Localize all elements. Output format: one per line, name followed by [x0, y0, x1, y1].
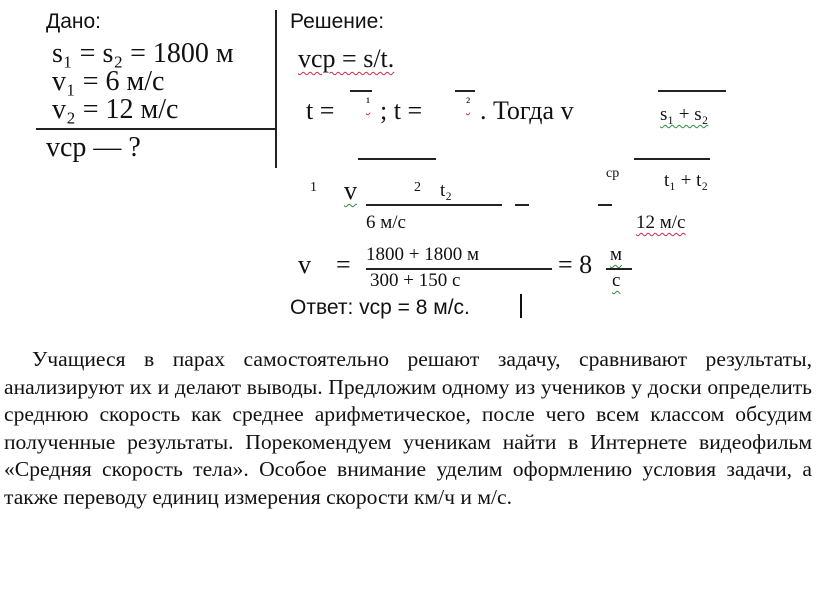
row3-dash-1: [515, 204, 529, 206]
calc-denominator: 300 + 150 с: [370, 270, 461, 291]
row3-index-1: 1: [310, 180, 317, 195]
body-paragraph: Учащиеся в парах самостоятельно решают задачу, сравнивают результаты, анализируют их и делают выводы. Предложим одному из учеников у доски определить среднюю скорость как среднее арифметическое, после чего всем классом обсудим полученные результаты. Порекомендуем ученикам найти в Интернете видеофильм «Средняя скорость тела». Особое внимание уделим оформлению условия задачи, а также переводу единиц измерения скорости км/ч и м/с.: [4, 347, 812, 509]
solution-label: Решение:: [290, 10, 385, 33]
t-separator: ; t =: [380, 96, 423, 125]
given-line-v2: v₂ = 12 м/с: [52, 94, 179, 125]
given-divider: [36, 128, 276, 130]
given-line-distance: s₁ = s₂ = 1800 м: [52, 38, 234, 69]
sum-fraction-bar: [658, 90, 726, 92]
calc-result: = 8: [558, 250, 593, 279]
t-equals: t =: [306, 96, 335, 125]
cp-mark: cp: [606, 166, 620, 181]
t1-index: ¹: [366, 96, 371, 111]
denominator-v1: 6 м/с: [366, 212, 406, 233]
row3-bar-left: [366, 204, 502, 206]
given-line-v1: v₁ = 6 м/с: [52, 66, 165, 97]
given-find: vср — ?: [46, 132, 141, 163]
row3-index-2: 2: [414, 180, 421, 195]
calc-equals: =: [336, 250, 351, 279]
calc-unit-denominator: с: [612, 270, 621, 291]
given-label: Дано:: [46, 10, 102, 33]
answer: Ответ: vср = 8 м/с.: [290, 296, 470, 319]
calc-unit-numerator: м: [610, 244, 623, 265]
t1-fraction-bar: [350, 90, 372, 92]
denominator-v2: 12 м/с: [636, 212, 686, 233]
formula-average-speed: vср = s/t.: [298, 44, 395, 73]
sum-s: s₁ + s₂: [660, 104, 709, 125]
t2-fraction-bar: [455, 90, 475, 92]
text-cursor: [520, 294, 522, 318]
calc-v: v: [298, 250, 311, 279]
then-v: . Тогда v: [480, 96, 574, 125]
sum-t: t₁ + t₂: [664, 170, 709, 191]
column-divider: [275, 10, 277, 168]
row2-bar-right: [634, 158, 710, 160]
t2-index: ²: [466, 96, 471, 111]
calc-numerator: 1800 + 1800 м: [366, 244, 479, 265]
row3-v: v: [344, 176, 357, 205]
row3-t2: t₂: [440, 180, 452, 201]
row3-dash-2: [598, 204, 612, 206]
row2-bar-left: [358, 158, 436, 160]
